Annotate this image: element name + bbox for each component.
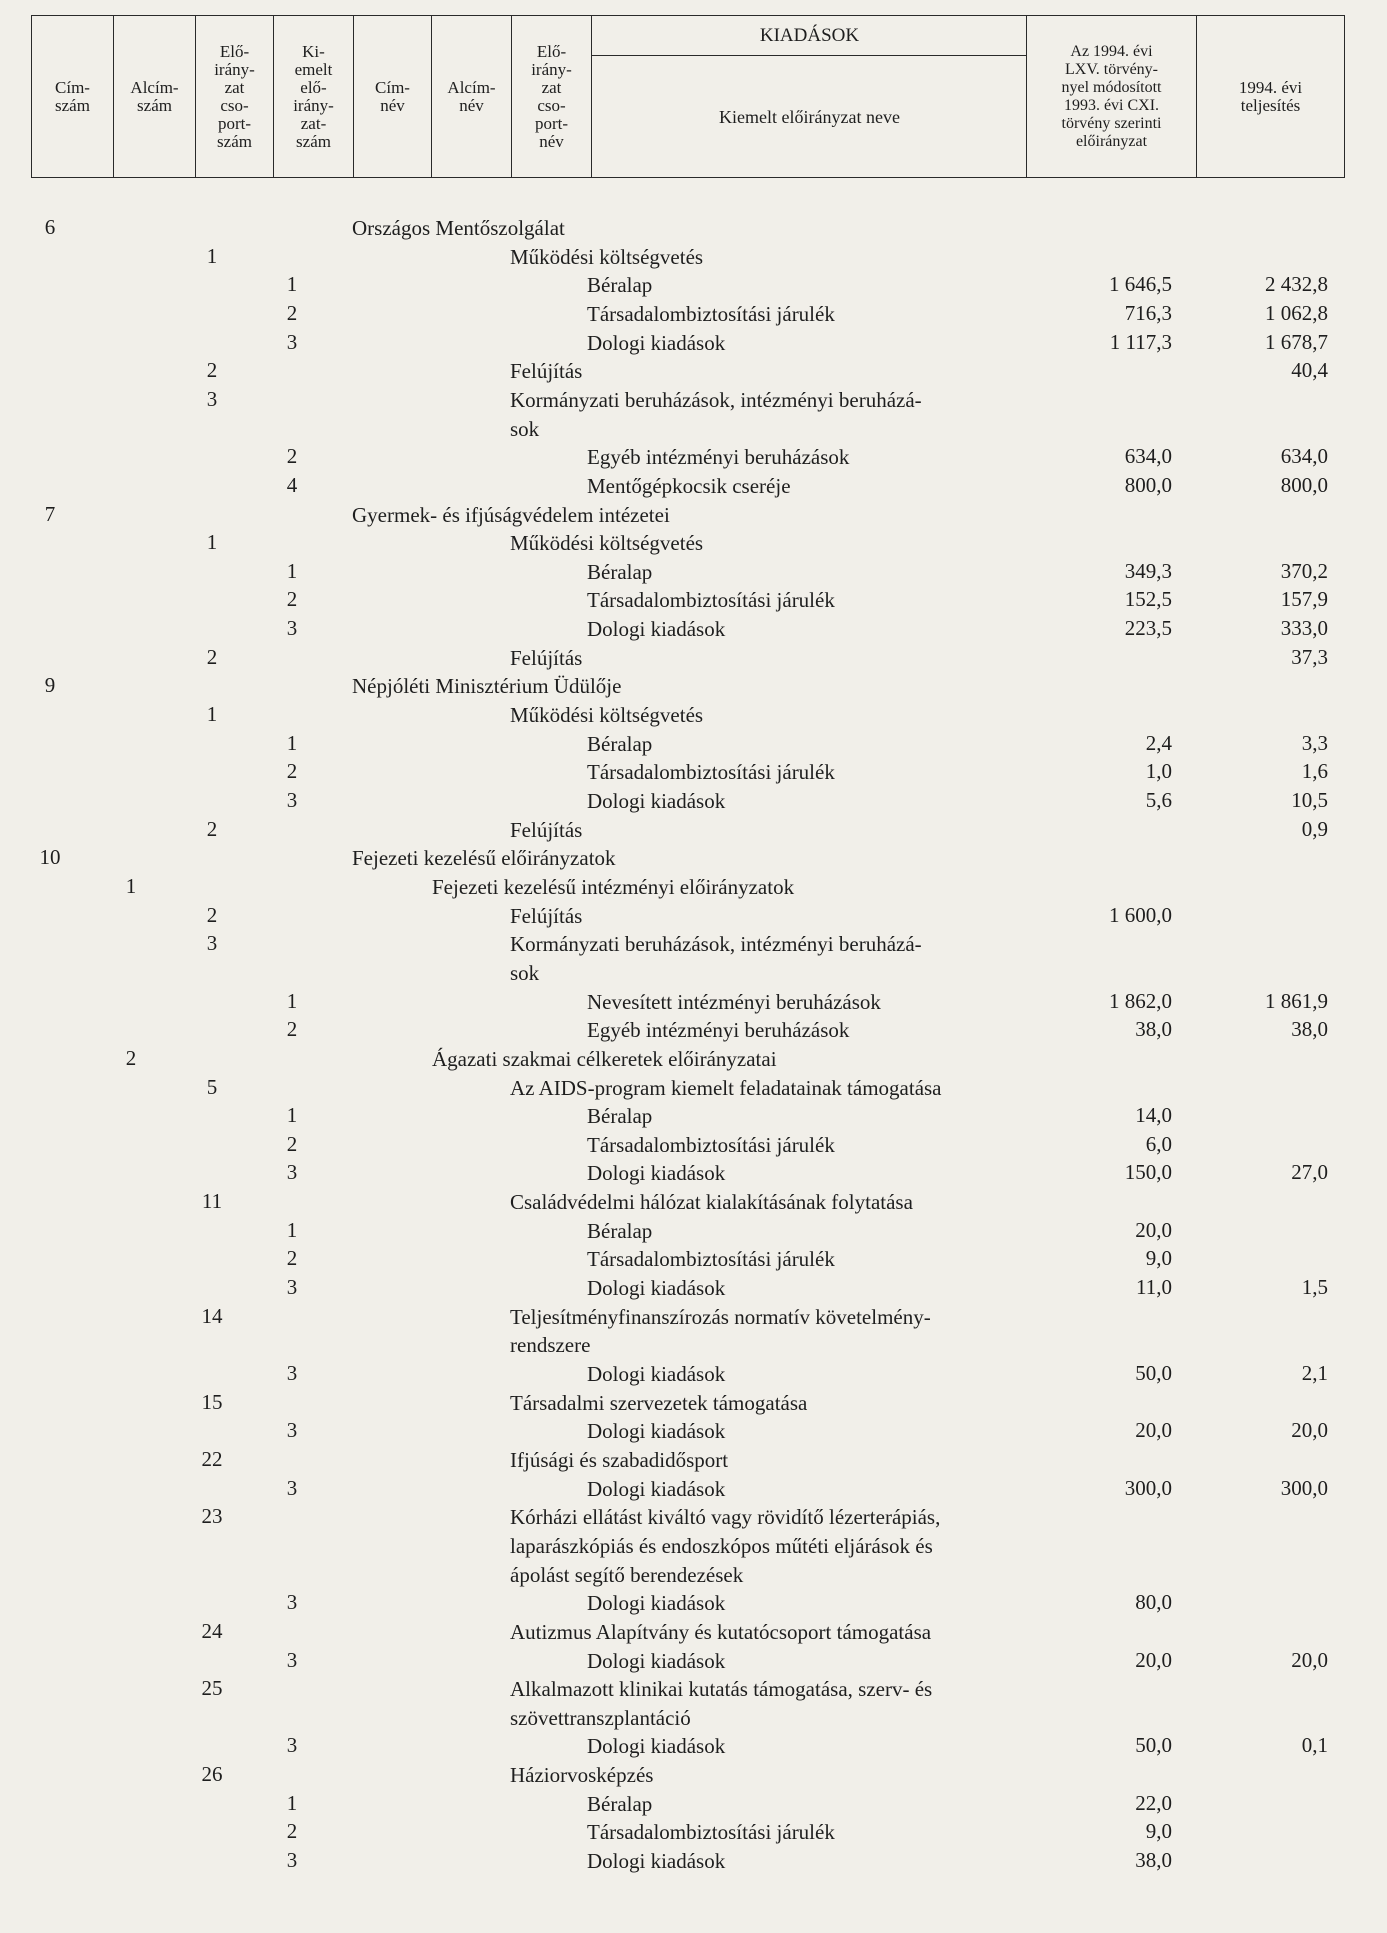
row-label: Társadalombiztosítási járulék <box>587 588 835 613</box>
header-eloiranyzat-1994: Az 1994. évi LXV. törvény- nyel módosított 1993. évi CXI. törvény szerinti előirányzat <box>1027 16 1197 177</box>
row-code: 3 <box>286 788 298 812</box>
row-teljesites: 40,4 <box>1291 358 1328 383</box>
row-eloiranyzat: 9,0 <box>1145 1819 1172 1844</box>
row-eloiranyzat: 1 646,5 <box>1109 272 1172 297</box>
row-code: 9 <box>44 673 56 698</box>
header-eloiranyzat-csoportnev: Elő- irány- zat cso- port- név <box>512 16 592 177</box>
row-label: Autizmus Alapítvány és kutatócsoport támogatása <box>510 1619 932 1644</box>
row-code: 2 <box>206 358 218 383</box>
header-alcimnev: Alcím- név <box>432 16 512 177</box>
row-eloiranyzat: 22,0 <box>1135 1790 1172 1815</box>
row-label: Háziorvosképzés <box>510 1763 654 1788</box>
row-teljesites: 1,6 <box>1301 759 1328 784</box>
row-label: Dologi kiadások <box>587 1476 726 1501</box>
row-eloiranyzat: 6,0 <box>1145 1131 1172 1156</box>
row-label: Felújítás <box>510 359 583 384</box>
row-code: 2 <box>206 644 218 669</box>
row-label: Dologi kiadások <box>587 1161 726 1186</box>
row-code: 3 <box>286 1647 298 1672</box>
row-code: 14 <box>201 1303 223 1328</box>
header-alcimszam: Alcím- szám <box>114 16 196 177</box>
row-teljesites: 3,3 <box>1301 730 1328 755</box>
row-code: 2 <box>206 816 218 841</box>
row-eloiranyzat: 223,5 <box>1124 616 1172 641</box>
row-label: Egyéb intézményi beruházások <box>587 1018 850 1043</box>
row-eloiranyzat: 150,0 <box>1124 1160 1172 1185</box>
row-code: 3 <box>286 1418 298 1443</box>
row-eloiranyzat: 14,0 <box>1135 1103 1172 1128</box>
row-teljesites: 37,3 <box>1291 644 1328 669</box>
row-label: Dologi kiadások <box>587 1591 726 1616</box>
row-label: Dologi kiadások <box>587 1849 726 1874</box>
row-eloiranyzat: 2,4 <box>1145 730 1172 755</box>
row-label: Felújítás <box>510 903 583 928</box>
row-teljesites: 1 062,8 <box>1265 300 1328 325</box>
row-code: 3 <box>286 1361 298 1385</box>
row-code: 3 <box>286 1475 298 1500</box>
row-eloiranyzat: 38,0 <box>1135 1017 1172 1042</box>
row-teljesites: 20,0 <box>1291 1647 1328 1672</box>
row-label: Társadalmi szervezetek támogatása <box>510 1390 808 1415</box>
row-eloiranyzat: 1,0 <box>1145 759 1172 784</box>
row-code: 1 <box>286 1103 298 1128</box>
row-teljesites: 370,2 <box>1280 558 1328 583</box>
row-label: Családvédelmi hálózat kialakításának folytatása <box>510 1190 913 1215</box>
row-code: 3 <box>286 1275 298 1300</box>
row-code: 26 <box>201 1762 223 1787</box>
row-eloiranyzat: 50,0 <box>1135 1733 1172 1758</box>
row-eloiranyzat: 716,3 <box>1124 300 1172 325</box>
row-teljesites: 20,0 <box>1291 1418 1328 1443</box>
row-eloiranyzat: 349,3 <box>1124 558 1172 583</box>
row-label: Dologi kiadások <box>587 1419 726 1444</box>
row-eloiranyzat: 9,0 <box>1145 1246 1172 1271</box>
row-label: Társadalombiztosítási járulék <box>587 301 835 326</box>
row-code: 2 <box>286 587 298 612</box>
row-code: 11 <box>201 1189 223 1214</box>
row-label: Ifjúsági és szabadidősport <box>510 1447 729 1472</box>
row-label: Társadalombiztosítási járulék <box>587 1820 835 1845</box>
row-eloiranyzat: 80,0 <box>1135 1590 1172 1615</box>
row-code: 6 <box>44 215 56 239</box>
row-code: 2 <box>286 300 298 325</box>
row-code: 2 <box>286 759 298 784</box>
row-label: Béralap <box>587 1104 653 1129</box>
row-code: 3 <box>286 329 298 354</box>
row-teljesites: 0,9 <box>1301 816 1328 841</box>
row-label: Teljesítményfinanszírozás normatív követelmény- rendszere <box>510 1304 931 1358</box>
row-code: 3 <box>206 386 218 411</box>
row-label: Társadalombiztosítási járulék <box>587 1132 835 1157</box>
row-code: 3 <box>286 1848 298 1873</box>
row-eloiranyzat: 634,0 <box>1124 444 1172 469</box>
row-teljesites: 1 678,7 <box>1265 329 1328 354</box>
row-eloiranyzat: 1 600,0 <box>1109 902 1172 927</box>
row-eloiranyzat: 38,0 <box>1135 1848 1172 1873</box>
row-eloiranyzat: 5,6 <box>1145 788 1172 812</box>
row-label: Működési költségvetés <box>510 244 704 269</box>
row-code: 1 <box>206 530 218 555</box>
row-label: Ágazati szakmai célkeretek előirányzatai <box>432 1046 777 1071</box>
row-label: Béralap <box>587 559 653 584</box>
row-eloiranyzat: 1 862,0 <box>1109 988 1172 1013</box>
row-teljesites: 0,1 <box>1301 1733 1328 1758</box>
row-teljesites: 157,9 <box>1280 587 1328 612</box>
row-label: Dologi kiadások <box>587 1276 726 1301</box>
row-eloiranyzat: 50,0 <box>1135 1361 1172 1385</box>
row-code: 2 <box>286 444 298 469</box>
row-label: Dologi kiadások <box>587 617 726 642</box>
row-teljesites: 333,0 <box>1280 616 1328 641</box>
row-label: Béralap <box>587 273 653 298</box>
row-code: 2 <box>286 1131 298 1156</box>
header-teljesites-1994: 1994. évi teljesítés <box>1238 77 1303 115</box>
row-label: Nevesített intézményi beruházások <box>587 989 881 1014</box>
row-label: Népjóléti Minisztérium Üdülője <box>352 674 622 699</box>
row-label: Béralap <box>587 1218 653 1243</box>
header-cimnev: Cím- név <box>354 16 432 177</box>
row-label: Országos Mentőszolgálat <box>352 216 565 240</box>
header-kiemelt-eloiranyzat-szam: Ki- emelt elő- irány- zat- szám <box>274 16 354 177</box>
row-teljesites: 2 432,8 <box>1265 272 1328 297</box>
row-label: Alkalmazott klinikai kutatás támogatása, szerv- és szövettranszplantáció <box>510 1677 933 1730</box>
row-code: 2 <box>286 1246 298 1271</box>
row-code: 1 <box>206 702 218 727</box>
row-code: 5 <box>206 1074 218 1099</box>
row-code: 2 <box>125 1045 137 1070</box>
row-label: Működési költségvetés <box>510 531 704 556</box>
row-eloiranyzat: 152,5 <box>1124 587 1172 612</box>
row-code: 7 <box>44 501 56 526</box>
row-code: 22 <box>201 1446 223 1471</box>
row-label: Társadalombiztosítási járulék <box>587 1247 835 1272</box>
header-eloiranyzat-csoportszam: Elő- irány- zat cso- port- szám <box>196 16 274 177</box>
row-eloiranyzat: 800,0 <box>1124 472 1172 497</box>
row-code: 2 <box>286 1819 298 1844</box>
row-eloiranyzat: 300,0 <box>1124 1475 1172 1500</box>
row-teljesites: 300,0 <box>1280 1475 1328 1500</box>
row-eloiranyzat: 1 117,3 <box>1109 329 1172 354</box>
row-code: 2 <box>286 1017 298 1042</box>
row-teljesites: 1 861,9 <box>1265 988 1328 1013</box>
row-label: Mentőgépkocsik cseréje <box>587 473 791 498</box>
row-code: 3 <box>286 1590 298 1615</box>
row-label: Gyermek- és ifjúságvédelem intézetei <box>352 502 670 527</box>
row-teljesites: 2,1 <box>1301 1361 1328 1385</box>
row-label: Kórházi ellátást kiváltó vagy rövidítő lézerterápiás, laparászkópiás és endoszkópos műtéti eljárások és ápolást segítő berendezések <box>510 1505 941 1587</box>
row-label: Dologi kiadások <box>587 789 726 813</box>
row-teljesites: 634,0 <box>1280 444 1328 469</box>
row-teljesites: 10,5 <box>1291 788 1328 812</box>
row-teljesites: 27,0 <box>1291 1160 1328 1185</box>
row-code: 1 <box>286 730 298 755</box>
row-label: Dologi kiadások <box>587 330 726 355</box>
row-label: Dologi kiadások <box>587 1648 726 1673</box>
row-teljesites: 800,0 <box>1280 472 1328 497</box>
row-eloiranyzat: 20,0 <box>1135 1418 1172 1443</box>
row-label: Fejezeti kezelésű intézményi előirányzatok <box>432 874 795 899</box>
row-label: Egyéb intézményi beruházások <box>587 445 850 470</box>
row-code: 4 <box>286 472 298 497</box>
row-label: Béralap <box>587 731 653 756</box>
row-code: 1 <box>286 1790 298 1815</box>
row-label: Dologi kiadások <box>587 1362 726 1386</box>
row-code: 1 <box>206 243 218 268</box>
row-teljesites: 38,0 <box>1291 1017 1328 1042</box>
row-code: 1 <box>286 558 298 583</box>
row-code: 3 <box>286 1733 298 1758</box>
row-label: Társadalombiztosítási járulék <box>587 760 835 785</box>
row-code: 1 <box>286 988 298 1013</box>
header-kiemelt-eloiranyzat-neve: Kiemelt előirányzat neve <box>719 107 900 127</box>
row-eloiranyzat: 20,0 <box>1135 1647 1172 1672</box>
row-label: Felújítás <box>510 817 583 842</box>
header-cimszam: Cím- szám <box>32 16 114 177</box>
row-label: Kormányzati beruházások, intézményi beruházá- sok <box>510 387 922 441</box>
row-eloiranyzat: 11,0 <box>1136 1275 1172 1300</box>
row-code: 1 <box>125 873 137 898</box>
row-code: 1 <box>286 1217 298 1242</box>
row-code: 25 <box>201 1676 223 1701</box>
row-eloiranyzat: 20,0 <box>1135 1217 1172 1242</box>
row-label: Az AIDS-program kiemelt feladatainak támogatása <box>510 1075 942 1100</box>
row-code: 3 <box>286 1160 298 1185</box>
row-code: 3 <box>206 931 218 956</box>
row-label: Fejezeti kezelésű előirányzatok <box>352 846 616 871</box>
row-teljesites: 1,5 <box>1301 1275 1328 1300</box>
row-code: 15 <box>201 1389 223 1414</box>
row-label: Kormányzati beruházások, intézményi beruházá- sok <box>510 932 922 985</box>
row-code: 2 <box>206 902 218 927</box>
row-code: 24 <box>201 1618 223 1643</box>
row-label: Felújítás <box>510 645 583 670</box>
row-code: 23 <box>201 1504 223 1529</box>
header-kiadasok: KIADÁSOK <box>592 16 1027 56</box>
row-label: Működési költségvetés <box>510 703 704 728</box>
row-label: Béralap <box>587 1791 653 1816</box>
row-code: 10 <box>39 845 61 870</box>
row-code: 3 <box>286 616 298 641</box>
row-label: Dologi kiadások <box>587 1734 726 1759</box>
row-code: 1 <box>286 272 298 297</box>
